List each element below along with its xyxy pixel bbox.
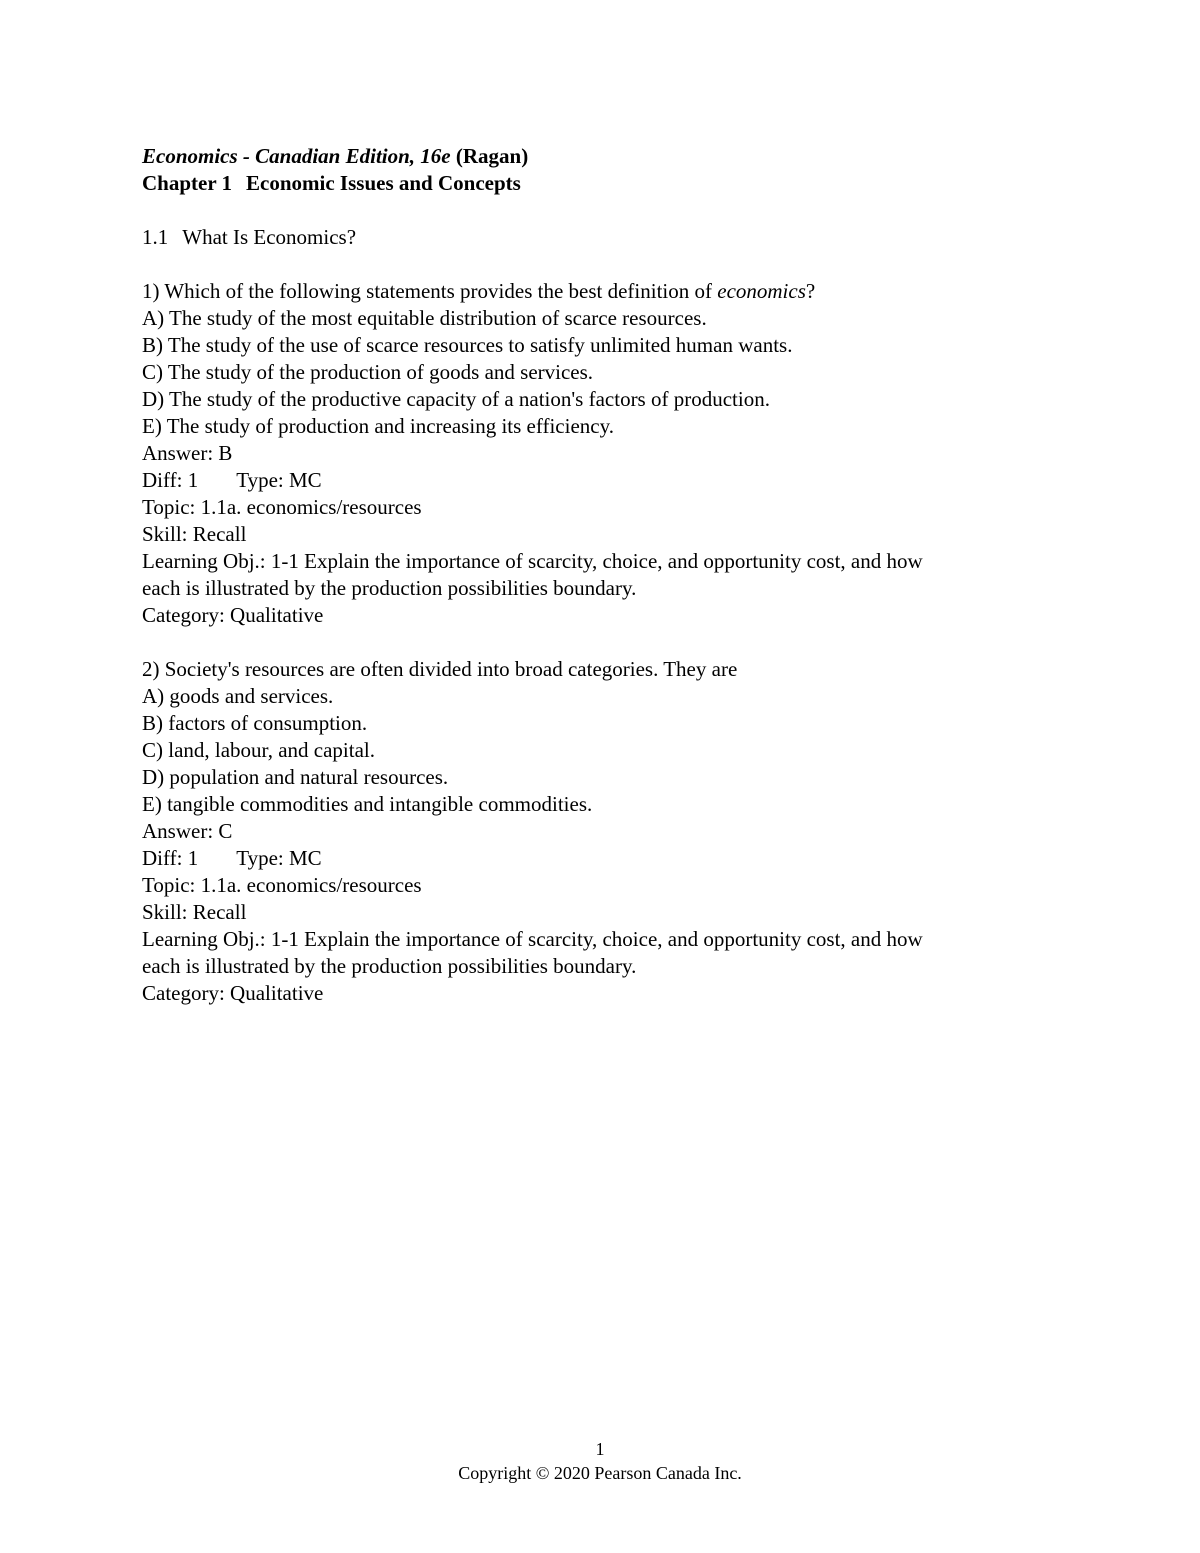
option-e: E) The study of production and increasing its efficiency. (142, 414, 614, 438)
option-a: A) The study of the most equitable distribution of scarce resources. (142, 306, 707, 330)
chapter-label: Chapter 1 (142, 171, 233, 195)
question-stem: 2) Society's resources are often divided into broad categories. They are (142, 657, 738, 681)
section-number: 1.1 (142, 225, 169, 249)
answer: Answer: B (142, 441, 233, 465)
option-d: D) population and natural resources. (142, 765, 449, 789)
copyright-notice: Copyright © 2020 Pearson Canada Inc. (458, 1463, 742, 1483)
question-type: Type: MC (236, 468, 322, 492)
skill: Skill: Recall (142, 522, 247, 546)
learning-objective-line-2: each is illustrated by the production possibilities boundary. (142, 954, 637, 978)
book-title-line (142, 143, 1062, 170)
skill: Skill: Recall (142, 900, 247, 924)
option-c: C) land, labour, and capital. (142, 738, 375, 762)
difficulty: Diff: 1 (142, 846, 199, 870)
chapter-title: Economic Issues and Concepts (246, 171, 521, 195)
category: Category: Qualitative (142, 981, 324, 1005)
category: Category: Qualitative (142, 603, 324, 627)
option-b: B) The study of the use of scarce resources to satisfy unlimited human wants. (142, 333, 793, 357)
learning-objective-line-1: Learning Obj.: 1-1 Explain the importance of scarcity, choice, and opportunity cost, and how (142, 927, 923, 951)
difficulty-type (142, 467, 1062, 494)
difficulty: Diff: 1 (142, 468, 199, 492)
topic: Topic: 1.1a. economics/resources (142, 495, 422, 519)
learning-objective-line-2: each is illustrated by the production possibilities boundary. (142, 576, 637, 600)
stem-emphasis: economics (717, 279, 806, 303)
option-e: E) tangible commodities and intangible commodities. (142, 792, 593, 816)
chapter-heading (142, 170, 1062, 197)
option-c: C) The study of the production of goods and services. (142, 360, 594, 384)
topic: Topic: 1.1a. economics/resources (142, 873, 422, 897)
book-title: Economics - Canadian Edition, 16e (142, 144, 451, 168)
question-1 (142, 278, 1062, 629)
question-type: Type: MC (236, 846, 322, 870)
learning-objective-line-1: Learning Obj.: 1-1 Explain the importance of scarcity, choice, and opportunity cost, and how (142, 549, 923, 573)
page-content (142, 143, 1062, 1007)
section-heading (142, 224, 1062, 251)
answer: Answer: C (142, 819, 233, 843)
option-a: A) goods and services. (142, 684, 334, 708)
question-2 (142, 656, 1062, 1007)
option-b: B) factors of consumption. (142, 711, 368, 735)
page-number: 1 (595, 1439, 605, 1459)
section-title: What Is Economics? (182, 225, 357, 249)
difficulty-type (142, 845, 1062, 872)
option-d: D) The study of the productive capacity of a nation's factors of production. (142, 387, 770, 411)
question-stem: 1) Which of the following statements provides the best definition of economics? (142, 279, 816, 303)
book-author: (Ragan) (455, 144, 529, 168)
